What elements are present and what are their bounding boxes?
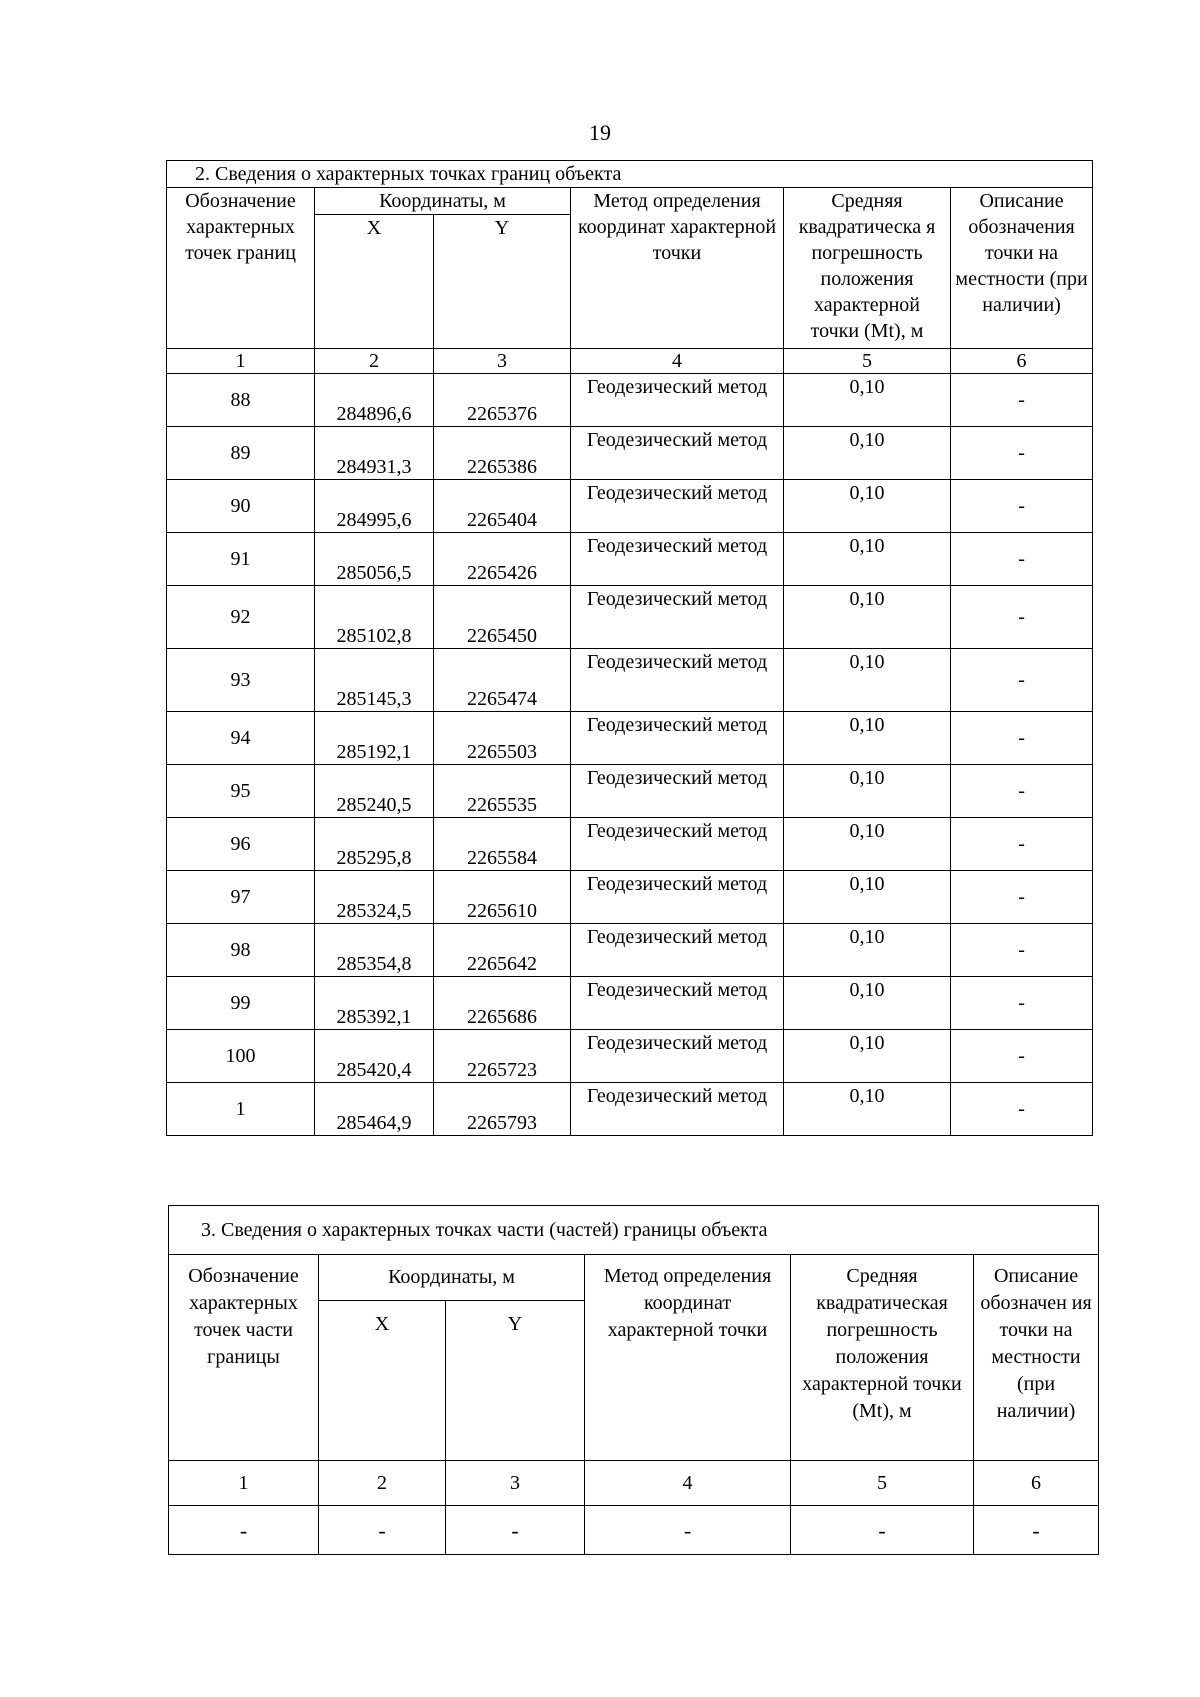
table-row [167, 977, 1093, 1030]
error-cell: 0,10 [784, 480, 951, 533]
column-number: 3 [446, 1461, 585, 1506]
table-row [167, 480, 1093, 533]
table-row [167, 586, 1093, 649]
column-number: 5 [791, 1461, 974, 1506]
table-row [167, 1083, 1093, 1136]
empty-cell: - [974, 1506, 1099, 1555]
x-coordinate-cell: 285324,5 [315, 871, 434, 924]
header-y: Y [446, 1301, 585, 1461]
x-coordinate-cell: 285145,3 [315, 649, 434, 712]
description-cell: - [951, 871, 1093, 924]
boundary-points-table [166, 160, 1093, 1136]
x-coordinate-cell: 285240,5 [315, 765, 434, 818]
y-coordinate-cell: 2265642 [434, 924, 571, 977]
error-cell: 0,10 [784, 1030, 951, 1083]
header-designation: Обозначение характерных точек границ [167, 188, 315, 349]
column-number: 2 [319, 1461, 446, 1506]
header-method: Метод определения координат характерной точки [585, 1255, 791, 1461]
y-coordinate-cell: 2265610 [434, 871, 571, 924]
description-cell: - [951, 586, 1093, 649]
method-cell: Геодезический метод [571, 427, 784, 480]
y-coordinate-cell: 2265474 [434, 649, 571, 712]
error-cell: 0,10 [784, 818, 951, 871]
y-coordinate-cell: 2265376 [434, 374, 571, 427]
empty-cell: - [791, 1506, 974, 1555]
point-cell: 99 [167, 977, 315, 1030]
table-row [167, 765, 1093, 818]
y-coordinate-cell: 2265503 [434, 712, 571, 765]
description-cell: - [951, 818, 1093, 871]
column-number: 1 [167, 349, 315, 374]
error-cell: 0,10 [784, 924, 951, 977]
column-number: 2 [315, 349, 434, 374]
point-cell: 93 [167, 649, 315, 712]
x-coordinate-cell: 285354,8 [315, 924, 434, 977]
table-row [169, 1506, 1099, 1555]
method-cell: Геодезический метод [571, 649, 784, 712]
method-cell: Геодезический метод [571, 1030, 784, 1083]
point-cell: 98 [167, 924, 315, 977]
column-numbers-row [167, 349, 1093, 374]
point-cell: 96 [167, 818, 315, 871]
error-cell: 0,10 [784, 533, 951, 586]
description-cell: - [951, 712, 1093, 765]
point-cell: 92 [167, 586, 315, 649]
point-cell: 97 [167, 871, 315, 924]
description-cell: - [951, 924, 1093, 977]
error-cell: 0,10 [784, 586, 951, 649]
x-coordinate-cell: 285295,8 [315, 818, 434, 871]
part-boundary-points-table [168, 1205, 1099, 1555]
x-coordinate-cell: 285192,1 [315, 712, 434, 765]
x-coordinate-cell: 285392,1 [315, 977, 434, 1030]
page-number: 19 [589, 120, 611, 145]
header-description: Описание обозначения точки на местности (при наличии) [951, 188, 1093, 349]
empty-cell: - [585, 1506, 791, 1555]
empty-cell: - [446, 1506, 585, 1555]
method-cell: Геодезический метод [571, 765, 784, 818]
empty-cell: - [319, 1506, 446, 1555]
x-coordinate-cell: 285420,4 [315, 1030, 434, 1083]
table-row [167, 374, 1093, 427]
method-cell: Геодезический метод [571, 480, 784, 533]
column-number: 5 [784, 349, 951, 374]
method-cell: Геодезический метод [571, 712, 784, 765]
method-cell: Геодезический метод [571, 871, 784, 924]
description-cell: - [951, 533, 1093, 586]
column-number: 6 [974, 1461, 1099, 1506]
description-cell: - [951, 1030, 1093, 1083]
x-coordinate-cell: 284931,3 [315, 427, 434, 480]
header-x: X [315, 215, 434, 349]
header-error: Средняя квадратическа я погрешность положения характерной точки (Mt), м [784, 188, 951, 349]
y-coordinate-cell: 2265386 [434, 427, 571, 480]
error-cell: 0,10 [784, 871, 951, 924]
error-cell: 0,10 [784, 1083, 951, 1136]
column-number: 1 [169, 1461, 319, 1506]
point-cell: 95 [167, 765, 315, 818]
error-cell: 0,10 [784, 712, 951, 765]
table-title: 2. Сведения о характерных точках границ объекта [167, 161, 1093, 188]
method-cell: Геодезический метод [571, 586, 784, 649]
header-error: Средняя квадратическая погрешность положения характерной точки (Mt), м [791, 1255, 974, 1461]
header-description: Описание обозначен ия точки на местности (при наличии) [974, 1255, 1099, 1461]
header-designation: Обозначение характерных точек части границы [169, 1255, 319, 1461]
point-cell: 91 [167, 533, 315, 586]
error-cell: 0,10 [784, 765, 951, 818]
table-row [167, 427, 1093, 480]
column-numbers-row [169, 1461, 1099, 1506]
description-cell: - [951, 480, 1093, 533]
table-row [167, 649, 1093, 712]
y-coordinate-cell: 2265535 [434, 765, 571, 818]
y-coordinate-cell: 2265404 [434, 480, 571, 533]
x-coordinate-cell: 284995,6 [315, 480, 434, 533]
description-cell: - [951, 374, 1093, 427]
description-cell: - [951, 427, 1093, 480]
column-number: 3 [434, 349, 571, 374]
description-cell: - [951, 649, 1093, 712]
header-x: X [319, 1301, 446, 1461]
table-row [167, 712, 1093, 765]
table-row [167, 818, 1093, 871]
y-coordinate-cell: 2265686 [434, 977, 571, 1030]
table-row [167, 1030, 1093, 1083]
description-cell: - [951, 977, 1093, 1030]
y-coordinate-cell: 2265450 [434, 586, 571, 649]
point-cell: 94 [167, 712, 315, 765]
y-coordinate-cell: 2265584 [434, 818, 571, 871]
empty-cell: - [169, 1506, 319, 1555]
point-cell: 89 [167, 427, 315, 480]
description-cell: - [951, 765, 1093, 818]
table-row [167, 871, 1093, 924]
method-cell: Геодезический метод [571, 1083, 784, 1136]
y-coordinate-cell: 2265426 [434, 533, 571, 586]
header-coordinates: Координаты, м [319, 1255, 585, 1301]
x-coordinate-cell: 285464,9 [315, 1083, 434, 1136]
method-cell: Геодезический метод [571, 533, 784, 586]
point-cell: 90 [167, 480, 315, 533]
x-coordinate-cell: 285102,8 [315, 586, 434, 649]
method-cell: Геодезический метод [571, 818, 784, 871]
x-coordinate-cell: 284896,6 [315, 374, 434, 427]
x-coordinate-cell: 285056,5 [315, 533, 434, 586]
method-cell: Геодезический метод [571, 977, 784, 1030]
error-cell: 0,10 [784, 649, 951, 712]
error-cell: 0,10 [784, 374, 951, 427]
point-cell: 100 [167, 1030, 315, 1083]
point-cell: 88 [167, 374, 315, 427]
method-cell: Геодезический метод [571, 374, 784, 427]
table-row [167, 533, 1093, 586]
method-cell: Геодезический метод [571, 924, 784, 977]
y-coordinate-cell: 2265793 [434, 1083, 571, 1136]
column-number: 4 [585, 1461, 791, 1506]
y-coordinate-cell: 2265723 [434, 1030, 571, 1083]
table-row [167, 924, 1093, 977]
point-cell: 1 [167, 1083, 315, 1136]
column-number: 4 [571, 349, 784, 374]
header-method: Метод определения координат характерной точки [571, 188, 784, 349]
error-cell: 0,10 [784, 427, 951, 480]
column-number: 6 [951, 349, 1093, 374]
description-cell: - [951, 1083, 1093, 1136]
table-title: 3. Сведения о характерных точках части (частей) границы объекта [169, 1206, 1099, 1255]
header-coordinates: Координаты, м [315, 188, 571, 215]
header-y: Y [434, 215, 571, 349]
error-cell: 0,10 [784, 977, 951, 1030]
